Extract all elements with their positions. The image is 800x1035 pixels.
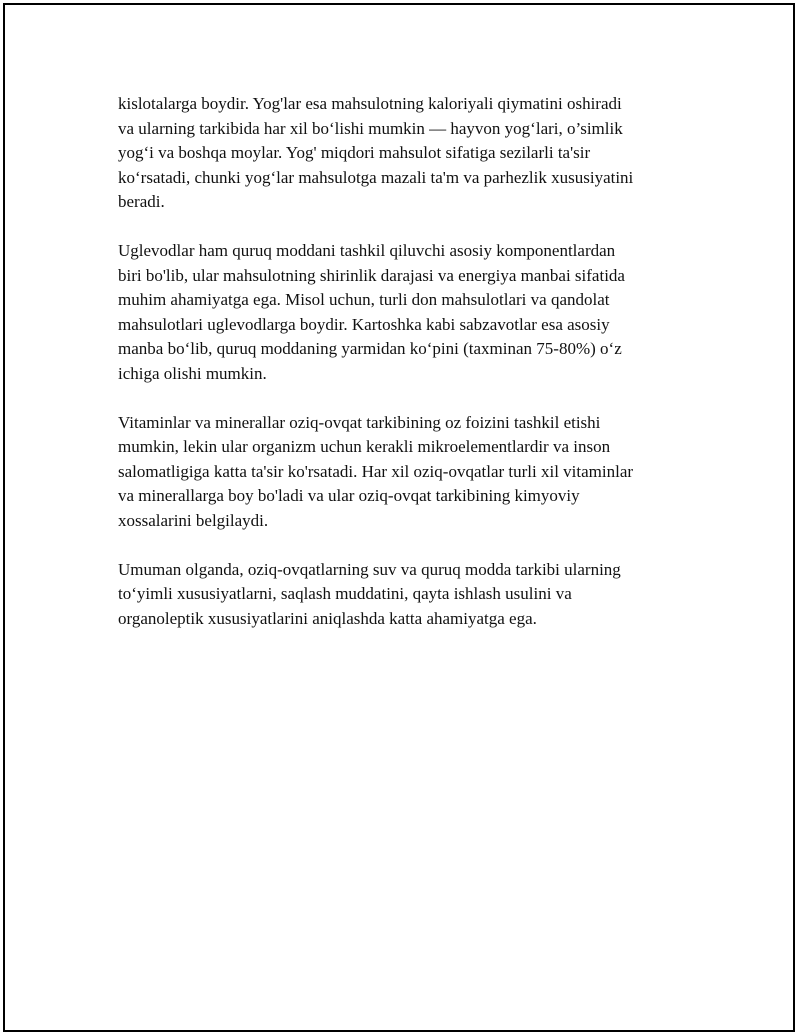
paragraph-fats: kislotalarga boydir. Yog'lar esa mahsulotning kaloriyali qiymatini oshiradi va ularning tarkibida har xil bo‘lishi mumkin — hayvon yog‘lari, o’simlik yog‘i va boshqa moylar. Yog' miqdori mahsulot sifatiga sezilarli ta'sir ko‘rsatadi, chunki yog‘lar mahsulotga mazali ta'm va parhezlik xususiyatini beradi. bbox=[118, 94, 634, 211]
document-body bbox=[118, 92, 698, 656]
paragraph-vitamins-minerals: Vitaminlar va minerallar oziq-ovqat tarkibining oz foizini tashkil etishi mumkin, lekin ular organizm uchun kerakli mikroelementlardir va inson salomatligiga katta ta'sir ko'rsatadi. Har xil oziq-ovqatlar turli xil vitaminlar va minerallarga boy bo'ladi va ular oziq-ovqat tarkibining kimyoviy xossalarini belgilaydi. bbox=[118, 412, 634, 530]
paragraph-carbohydrates: Uglevodlar ham quruq moddani tashkil qiluvchi asosiy komponentlardan biri bo'lib, ular mahsulotning shirinlik darajasi va energiya manbai sifatida muhim ahamiyatga ega. Misol uchun, turli don mahsulotlari va qandolat mahsulotlari uglevodlarga boydir. Kartoshka kabi sabzavotlar esa asosiy manba bo‘lib, quruq moddaning yarmidan ko‘pini (taxminan 75-80%) o‘z ichiga olishi mumkin. bbox=[118, 241, 625, 383]
paragraph-conclusion: Umuman olganda, oziq-ovqatlarning suv va quruq modda tarkibi ularning to‘yimli xususiyatlarni, saqlash muddatini, qayta ishlash usulini va organoleptik xususiyatlarini aniqlashda katta ahamiyatga ega. bbox=[118, 559, 621, 628]
